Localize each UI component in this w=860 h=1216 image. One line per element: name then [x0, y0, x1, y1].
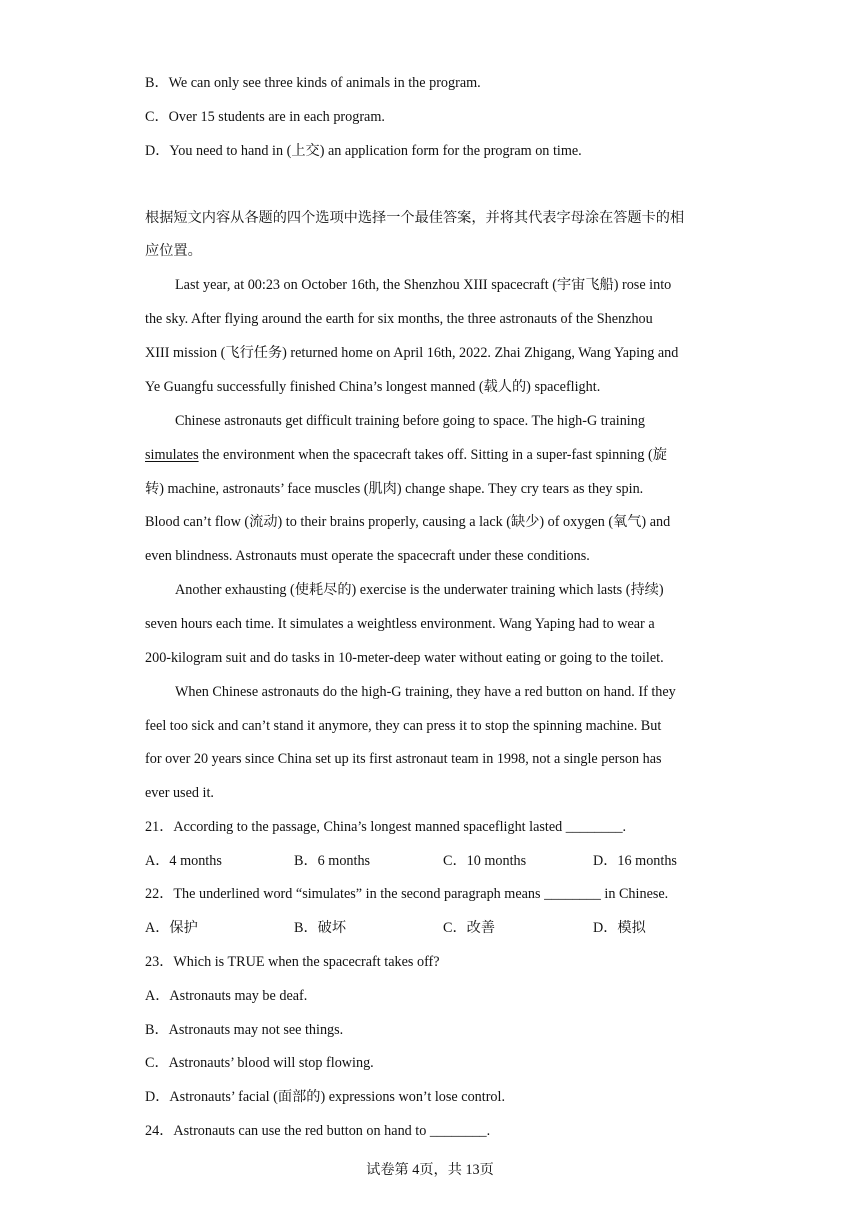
passage-p4-line: feel too sick and can’t stand it anymore, they can press it to stop the spinning machine. But — [145, 718, 662, 734]
prev-option-c: C．Over 15 students are in each program. — [145, 109, 385, 125]
section-instruction: 根据短文内容从各题的四个选项中选择一个最佳答案，并将其代表字母涂在答题卡的相 — [145, 210, 685, 226]
question-21: 21．According to the passage, China’s longest manned spaceflight lasted ________. — [145, 819, 627, 835]
section-instruction-cont: 应位置。 — [145, 243, 202, 259]
passage-p2-line: 转) machine, astronauts’ face muscles (肌肉) change shape. They cry tears as they spin. — [145, 481, 644, 497]
q22-option-b[interactable]: B．破坏 — [294, 920, 347, 936]
passage-p4-line: When Chinese astronauts do the high-G training, they have a red button on hand. If they — [175, 684, 676, 700]
prev-option-b: B．We can only see three kinds of animals in the program. — [145, 75, 481, 91]
passage-p1-line: the sky. After flying around the earth for six months, the three astronauts of the Shenzhou — [145, 311, 653, 327]
passage-p2-line: even blindness. Astronauts must operate the spacecraft under these conditions. — [145, 548, 590, 564]
question-24: 24．Astronauts can use the red button on hand to ________. — [145, 1123, 491, 1139]
q23-option-c[interactable]: C．Astronauts’ blood will stop flowing. — [145, 1055, 374, 1071]
passage-p2-text: the environment when the spacecraft takes off. Sitting in a super-fast spinning (旋 — [198, 447, 667, 463]
q21-option-d[interactable]: D．16 months — [593, 853, 677, 869]
prev-option-d: D．You need to hand in (上交) an application form for the program on time. — [145, 143, 582, 159]
q23-option-b[interactable]: B．Astronauts may not see things. — [145, 1022, 344, 1038]
q21-option-a[interactable]: A．4 months — [145, 853, 222, 869]
passage-p4-line: ever used it. — [145, 785, 214, 801]
passage-p2-line: Chinese astronauts get difficult training before going to space. The high-G training — [175, 413, 645, 429]
passage-p1-line: XIII mission (飞行任务) returned home on April 16th, 2022. Zhai Zhigang, Wang Yaping and — [145, 345, 679, 361]
q23-option-a[interactable]: A．Astronauts may be deaf. — [145, 988, 308, 1004]
q21-option-b[interactable]: B．6 months — [294, 853, 371, 869]
passage-p2-line — [145, 445, 720, 465]
passage-p3-line: 200-kilogram suit and do tasks in 10-meter-deep water without eating or going to the toilet. — [145, 650, 664, 666]
passage-p3-line: seven hours each time. It simulates a weightless environment. Wang Yaping had to wear a — [145, 616, 655, 632]
passage-p1-line: Ye Guangfu successfully finished China’s longest manned (载人的) spaceflight. — [145, 379, 601, 395]
passage-p3-line: Another exhausting (使耗尽的) exercise is the underwater training which lasts (持续) — [175, 582, 664, 598]
underlined-word: simulates — [145, 447, 199, 463]
page-footer: 试卷第 4页，共 13页 — [366, 1162, 494, 1178]
q22-option-a[interactable]: A．保护 — [145, 920, 198, 936]
question-22: 22．The underlined word “simulates” in the second paragraph means ________ in Chinese. — [145, 886, 669, 902]
passage-p4-line: for over 20 years since China set up its first astronaut team in 1998, not a single person has — [145, 751, 662, 767]
passage-p2-line: Blood can’t flow (流动) to their brains properly, causing a lack (缺少) of oxygen (氧气) and — [145, 514, 671, 530]
q21-option-c[interactable]: C．10 months — [443, 853, 527, 869]
q23-option-d[interactable]: D．Astronauts’ facial (面部的) expressions won’t lose control. — [145, 1089, 506, 1105]
q22-option-c[interactable]: C．改善 — [443, 920, 496, 936]
passage-p1-line: Last year, at 00:23 on October 16th, the Shenzhou XIII spacecraft (宇宙飞船) rose into — [175, 277, 672, 293]
question-23: 23．Which is TRUE when the spacecraft takes off? — [145, 954, 440, 970]
q22-option-d[interactable]: D．模拟 — [593, 920, 646, 936]
